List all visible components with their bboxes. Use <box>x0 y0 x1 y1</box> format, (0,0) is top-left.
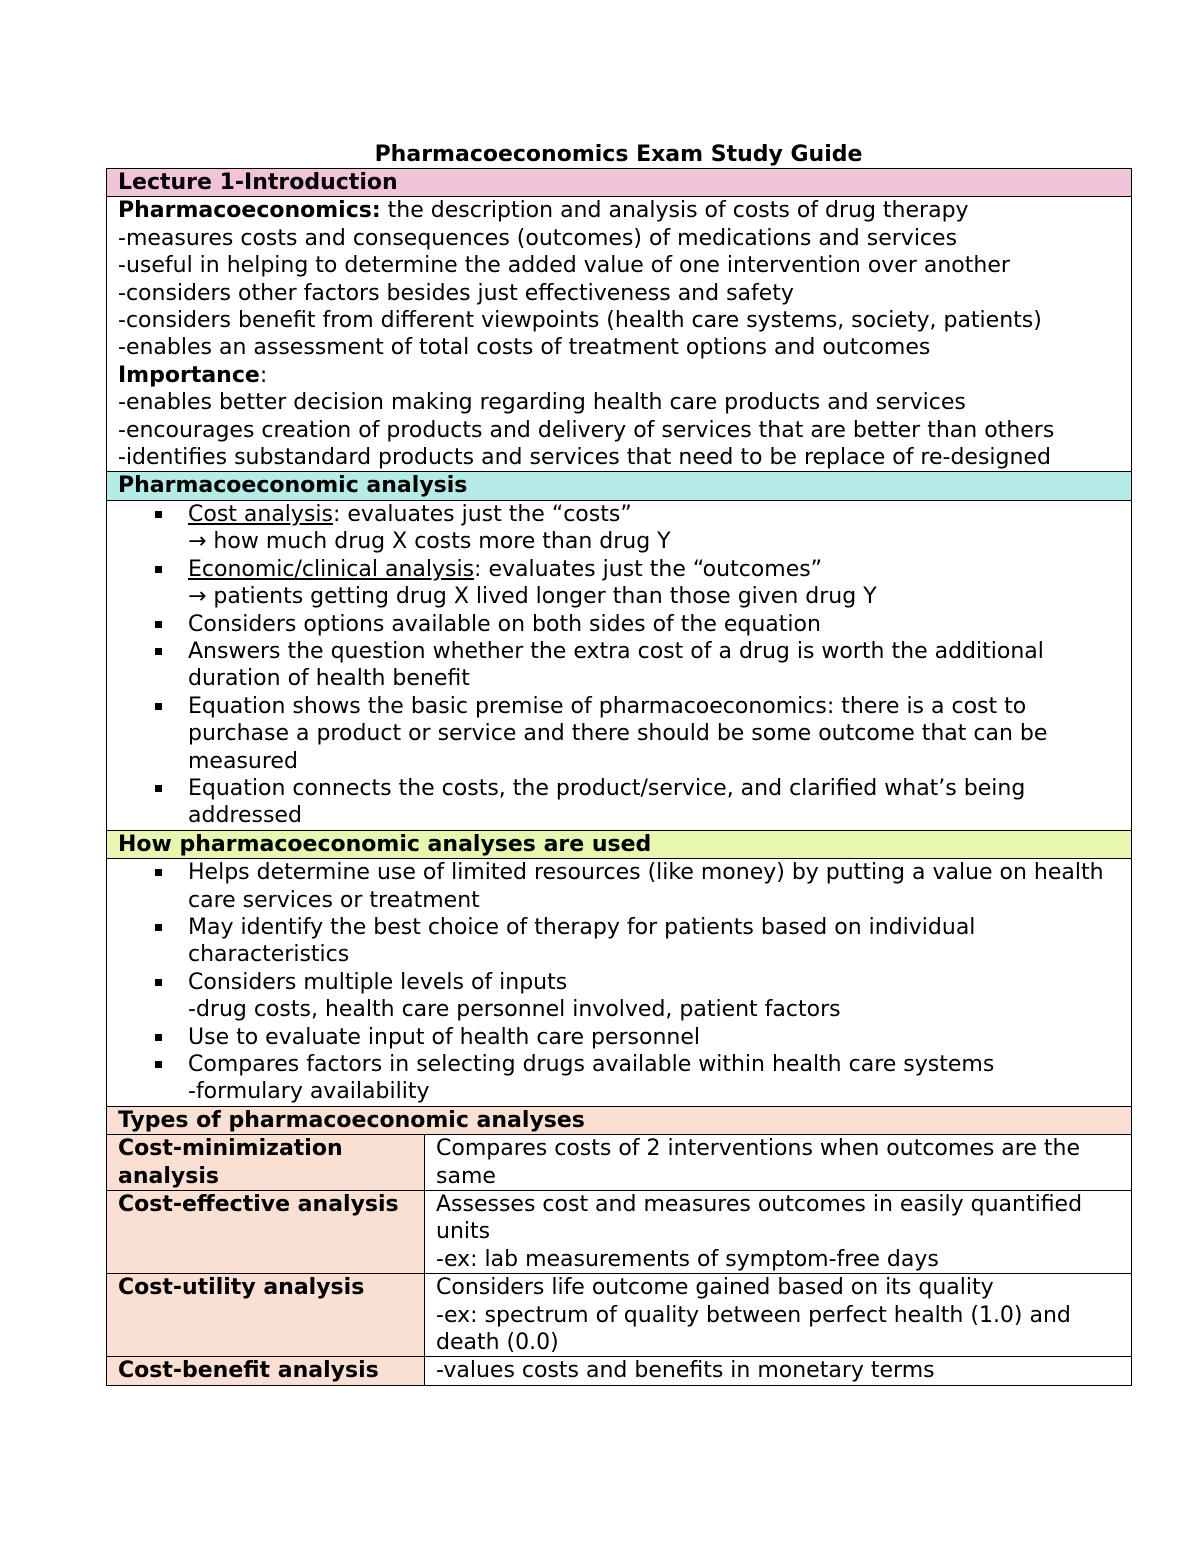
analysis-header: Pharmacoeconomic analysis <box>107 472 1132 500</box>
type-description-line: -ex: lab measurements of symptom-free days <box>436 1246 939 1272</box>
usage-body-row <box>107 859 1132 1107</box>
bullet-icon <box>155 869 162 876</box>
economic-analysis-term: Economic/clinical analysis <box>188 556 475 582</box>
lecture1-header-row <box>107 169 1132 197</box>
usage-bullet-text: May identify the best choice of therapy for patients based on individual characteristics <box>188 914 976 968</box>
type-description-line: -ex: spectrum of quality between perfect health (1.0) and death (0.0) <box>436 1302 1071 1356</box>
type-name: Cost-minimization analysis <box>107 1135 425 1191</box>
analysis-bullet-text: Equation shows the basic premise of pharmacoeconomics: there is a cost to purchase a product or service and there should be some outcome that can be measured <box>188 693 1048 774</box>
list-item <box>188 693 1120 775</box>
usage-bullet-subtext: -formulary availability <box>188 1079 430 1105</box>
lecture1-body <box>107 197 1132 472</box>
list-item <box>188 859 1120 914</box>
type-description-line: Compares costs of 2 interventions when outcomes are the same <box>436 1136 1080 1189</box>
bullet-icon <box>155 924 162 931</box>
table-row <box>107 1135 1132 1191</box>
type-description <box>425 1135 1132 1191</box>
lecture1-line: -enables an assessment of total costs of treatment options and outcomes <box>118 335 931 361</box>
page-title: Pharmacoeconomics Exam Study Guide <box>374 142 863 167</box>
usage-body <box>107 859 1132 1107</box>
type-description-line: Assesses cost and measures outcomes in easily quantified units <box>436 1192 1083 1245</box>
usage-bullet-text: Use to evaluate input of health care personnel <box>188 1024 700 1050</box>
bullet-icon <box>155 1061 162 1068</box>
analysis-header-row <box>107 472 1132 500</box>
usage-bullet-list <box>118 859 1120 1106</box>
table-row <box>107 1191 1132 1274</box>
economic-analysis-example: → patients getting drug X lived longer than those given drug Y <box>188 584 877 610</box>
usage-bullet-text: Considers multiple levels of inputs <box>188 969 568 995</box>
importance-term: Importance <box>118 362 260 388</box>
types-header: Types of pharmacoeconomic analyses <box>107 1106 1132 1134</box>
lecture1-body-row <box>107 197 1132 472</box>
type-name: Cost-benefit analysis <box>107 1357 425 1385</box>
analysis-bullet-list <box>118 501 1120 830</box>
cost-analysis-example: → how much drug X costs more than drug Y <box>188 529 671 555</box>
types-header-row <box>107 1106 1132 1134</box>
list-item <box>188 914 1120 969</box>
definition-text: the description and analysis of costs of drug therapy <box>380 198 969 224</box>
definition-line <box>118 197 1120 224</box>
usage-header: How pharmacoeconomic analyses are used <box>107 830 1132 858</box>
bullet-icon <box>155 566 162 573</box>
lecture1-line: -useful in helping to determine the added value of one intervention over another <box>118 253 1010 279</box>
list-item <box>188 611 1120 638</box>
economic-analysis-text: : evaluates just the “outcomes” <box>474 556 823 582</box>
table-row <box>107 1274 1132 1357</box>
cost-analysis-term: Cost analysis <box>188 501 333 527</box>
type-description <box>425 1274 1132 1357</box>
lecture1-line: -measures costs and consequences (outcomes) of medications and services <box>118 225 958 251</box>
lecture1-line: -considers other factors besides just effectiveness and safety <box>118 280 794 306</box>
analysis-bullet-text: Equation connects the costs, the product/service, and clarified what’s being addressed <box>188 775 1026 829</box>
importance-colon: : <box>259 362 268 388</box>
analysis-bullet-text: Answers the question whether the extra cost of a drug is worth the additional duration of health benefit <box>188 638 1044 692</box>
usage-bullet-text: Helps determine use of limited resources (like money) by putting a value on health care services or treatment <box>188 860 1104 913</box>
lecture1-line: -considers benefit from different viewpoints (health care systems, society, patients) <box>118 308 1042 334</box>
bullet-icon <box>155 621 162 628</box>
usage-bullet-text: Compares factors in selecting drugs available within health care systems <box>188 1052 995 1077</box>
analysis-bullet-text: Considers options available on both sides of the equation <box>188 611 821 637</box>
type-name: Cost-utility analysis <box>107 1274 425 1357</box>
bullet-icon <box>155 785 162 792</box>
lecture1-header: Lecture 1-Introduction <box>107 169 1132 197</box>
bullet-icon <box>155 511 162 518</box>
type-description-line: -values costs and benefits in monetary terms <box>436 1358 935 1384</box>
type-name: Cost-effective analysis <box>107 1191 425 1274</box>
cost-analysis-text: : evaluates just the “costs” <box>332 501 632 527</box>
study-guide-table <box>106 168 1132 1386</box>
list-item <box>188 775 1120 830</box>
analysis-body <box>107 500 1132 830</box>
list-item <box>188 638 1120 693</box>
list-item <box>188 501 1120 556</box>
type-description <box>425 1357 1132 1385</box>
analysis-body-row <box>107 500 1132 830</box>
type-description-line: Considers life outcome gained based on its quality <box>436 1275 994 1301</box>
bullet-icon <box>155 703 162 710</box>
type-description <box>425 1191 1132 1274</box>
list-item <box>188 556 1120 611</box>
list-item <box>188 1024 1120 1051</box>
usage-header-row <box>107 830 1132 858</box>
importance-item: -enables better decision making regarding health care products and services <box>118 390 966 416</box>
table-row <box>107 1357 1132 1385</box>
bullet-icon <box>155 1034 162 1041</box>
bullet-icon <box>155 979 162 986</box>
list-item <box>188 969 1120 1024</box>
importance-item: -identifies substandard products and services that need to be replace of re-designed <box>118 445 1051 471</box>
importance-line <box>118 362 1120 389</box>
usage-bullet-subtext: -drug costs, health care personnel involved, patient factors <box>188 997 841 1023</box>
definition-term: Pharmacoeconomics: <box>118 198 381 224</box>
importance-item: -encourages creation of products and delivery of services that are better than others <box>118 417 1055 443</box>
bullet-icon <box>155 648 162 655</box>
list-item <box>188 1051 1120 1106</box>
